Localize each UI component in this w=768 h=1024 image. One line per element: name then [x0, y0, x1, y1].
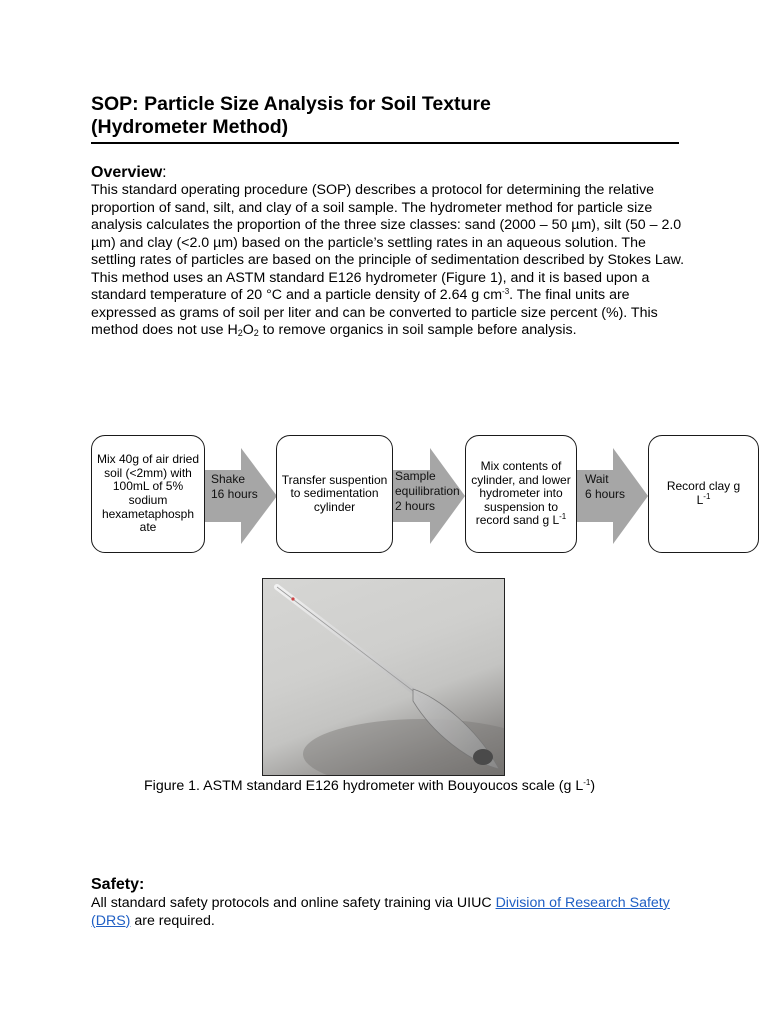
hydrometer-photo	[262, 578, 505, 776]
arrow-label-line: 16 hours	[211, 487, 258, 501]
flow-arrow-2-label	[395, 469, 460, 514]
flow-arrow-1-label	[211, 472, 258, 502]
flow-step-3-text	[469, 460, 573, 528]
superscript: -1	[559, 512, 567, 522]
flow-step-3-main: Mix contents of cylinder, and lower hydrometer into suspension to record sand g L	[471, 459, 571, 528]
superscript: -1	[583, 778, 591, 787]
subscript: 2	[237, 328, 243, 338]
flow-step-3	[465, 435, 577, 553]
overview-heading-colon: :	[162, 164, 167, 181]
page-title	[91, 93, 691, 139]
arrow-label-line: Shake	[211, 472, 246, 486]
flow-step-4	[648, 435, 759, 553]
overview-text-mid: O	[242, 322, 254, 338]
flow-step-1	[91, 435, 205, 553]
arrow-label-line: Wait	[585, 472, 609, 486]
title-divider	[91, 142, 679, 144]
flow-step-2-text: Transfer suspention to sedimentation cylinder	[281, 472, 388, 514]
title-line-1: SOP: Particle Size Analysis for Soil Texture	[91, 93, 491, 115]
safety-text: All standard safety protocols and online safety training via UIUC	[91, 895, 496, 911]
arrow-label-line: Sample	[395, 469, 436, 483]
overview-heading-text: Overview	[91, 164, 163, 181]
flow-step-1-text: Mix 40g of air dried soil (<2mm) with 100mL of 5% sodium hexametaphosph ate	[96, 452, 200, 535]
safety-heading: Safety:	[91, 876, 145, 893]
overview-paragraph	[91, 182, 691, 340]
flow-arrow-3-label	[585, 472, 625, 502]
figure-caption-text: Figure 1. ASTM standard E126 hydrometer with Bouyoucos scale (g L	[144, 778, 584, 794]
figure-caption-end: )	[590, 778, 596, 794]
hydrometer-image-icon	[263, 579, 505, 776]
overview-text-2: . The final units are expressed as grams of soil per liter and can be converted to particle size percent (%). This method does not use H	[91, 287, 658, 338]
flow-step-4-main: Record clay g L	[666, 479, 741, 507]
overview-text-3: to remove organics in soil sample before analysis.	[258, 322, 577, 338]
arrow-label-line: 6 hours	[585, 487, 626, 501]
subscript: 2	[253, 328, 259, 338]
superscript: -3	[502, 287, 510, 296]
arrow-label-line: 2 hours	[395, 499, 436, 513]
flow-arrow-1	[205, 448, 277, 544]
flow-step-4-text	[663, 480, 744, 507]
flow-arrow-3	[577, 448, 648, 544]
figure-caption	[144, 778, 595, 795]
flow-step-2	[276, 435, 393, 553]
superscript: -1	[703, 492, 711, 501]
safety-paragraph	[91, 895, 691, 930]
overview-heading	[91, 163, 167, 182]
arrow-label-line: equilibration	[395, 484, 460, 498]
drs-link[interactable]: Division of Research Safety (DRS)	[91, 895, 670, 929]
overview-text-1: This standard operating procedure (SOP) describes a protocol for determining the relative proportion of sand, silt, and clay of a soil sample. The hydrometer method for particle size analysis calculates the proportion of the three size classes: sand (2000 – 50 µm), silt (50 – 2.0 µm) and clay (<2.0 µm) based on the particle’s settling rates in an aqueous solution. The settling rates of particles are based on the principle of sedimentation described by Stokes Law. This method uses an ASTM standard E126 hydrometer (Figure 1), and it is based upon a standard temperature of 20 °C and a particle density of 2.64 g cm	[91, 182, 685, 303]
safety-text-end: are required.	[130, 912, 215, 929]
flow-arrow-2	[393, 448, 465, 544]
title-line-2: (Hydrometer Method)	[91, 116, 289, 138]
